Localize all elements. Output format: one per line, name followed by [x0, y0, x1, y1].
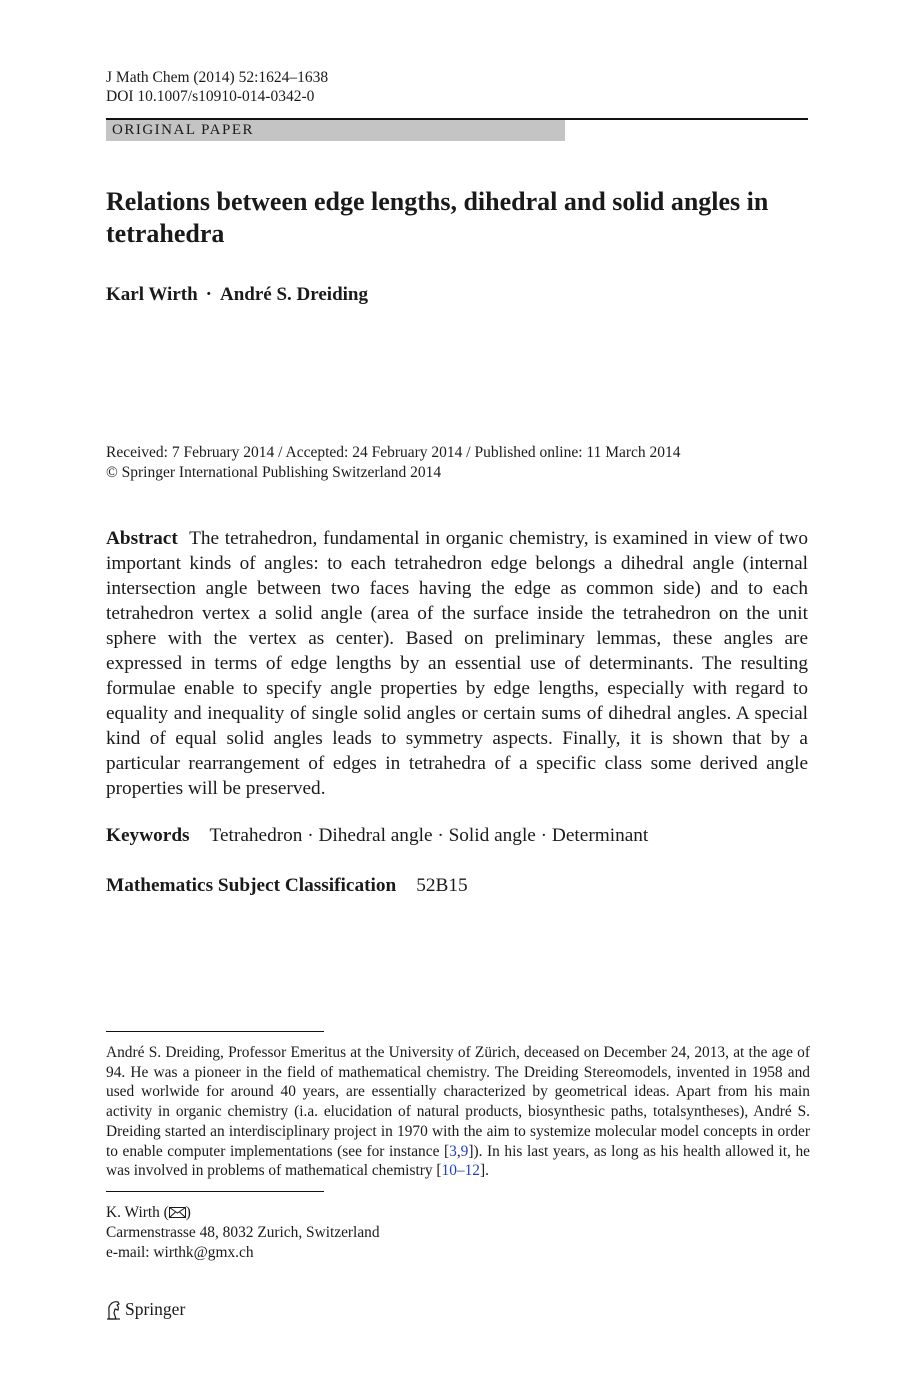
abstract — [106, 526, 808, 801]
msc-label: Mathematics Subject Classification — [106, 875, 397, 896]
citation-link[interactable]: 3 — [449, 1142, 457, 1160]
contact-name-line — [106, 1203, 380, 1223]
journal-citation: J Math Chem (2014) 52:1624–1638 — [106, 69, 329, 86]
contact-name: K. Wirth ( — [106, 1204, 169, 1221]
msc-classification — [106, 875, 468, 897]
publication-dates-block — [106, 443, 826, 483]
keywords — [106, 825, 648, 847]
springer-horse-icon — [106, 1300, 122, 1320]
keywords-text: Tetrahedron · Dihedral angle · Solid angle · Determinant — [209, 825, 649, 846]
article-type-banner: ORIGINAL PAPER — [106, 120, 565, 141]
footnote-rule — [106, 1031, 324, 1032]
contact-email[interactable]: e-mail: wirthk@gmx.ch — [106, 1244, 254, 1261]
publisher-name: Springer — [125, 1299, 186, 1319]
abstract-text: The tetrahedron, fundamental in organic chemistry, is examined in view of two important kinds of angles: to each tetrahedron edge belongs a dihedral angle (internal intersection angle between two faces having the edge as common side) and to each tetrahedron vertex a solid angle (area of the surface inside the tetrahedron on the unit sphere with the vertex as center). Based on preliminary lemmas, these angles are expressed in terms of edge lengths by an essential use of determinants. The resulting formulae enable to specify angle properties by edge lengths, especially with regard to equality and inequality of single solid angles or certain sums of dihedral angles. A special kind of equal solid angles leads to symmetry aspects. Finally, it is shown that by a particular rearrangement of edges in tetrahedra of a specific class some derived angle properties will be preserved. — [106, 528, 808, 799]
msc-code: 52B15 — [416, 875, 468, 896]
keywords-label: Keywords — [106, 825, 190, 846]
footnote-text: André S. Dreiding, Professor Emeritus at the University of Zürich, deceased on December 24, 2013, at the age of 94. He was a pioneer in the field of mathematical chemistry. The Dreiding Stereomodels, invented in 1958 and used worlwide for around 40 years, are essentially characterized by geometrical ideas. Apart from his main activity in organic chemistry (i.a. elucidation of natural products, biosynthesic paths, totalsyntheses), André S. Dreiding started an interdisciplinary project in 1970 with the aim to systemize molecular model concepts in order to enable computer implementations (see for instance [ — [106, 1044, 810, 1160]
contact-block — [106, 1203, 380, 1263]
citation-link[interactable]: 10–12 — [441, 1162, 480, 1180]
publication-dates: Received: 7 February 2014 / Accepted: 24 February 2014 / Published online: 11 March 2014 — [106, 444, 681, 461]
paper-title: Relations between edge lengths, dihedral and solid angles in tetrahedra — [106, 187, 769, 248]
footnote-text: ]). In his last years, as long as his health allowed it, he was involved in problems of mathematical chemistry [ — [106, 1142, 810, 1180]
contact-rule — [106, 1191, 324, 1192]
journal-citation-block — [106, 68, 328, 106]
contact-name-close: ) — [185, 1204, 191, 1221]
contact-address: Carmenstrasse 48, 8032 Zurich, Switzerland — [106, 1224, 380, 1241]
footnote-text: , — [456, 1142, 461, 1160]
citation-link[interactable]: 9 — [460, 1142, 469, 1160]
abstract-label: Abstract — [106, 528, 178, 549]
author-list — [106, 284, 368, 306]
author-footnote — [106, 1043, 810, 1181]
publisher-logo — [106, 1299, 185, 1320]
doi: DOI 10.1007/s10910-014-0342-0 — [106, 88, 315, 105]
author-separator: · — [205, 284, 213, 305]
author-name: Karl Wirth — [106, 284, 198, 305]
footnote-text: ]. — [480, 1162, 489, 1180]
copyright: © Springer International Publishing Switzerland 2014 — [106, 464, 442, 481]
envelope-icon — [169, 1207, 186, 1218]
author-name: André S. Dreiding — [220, 284, 368, 305]
